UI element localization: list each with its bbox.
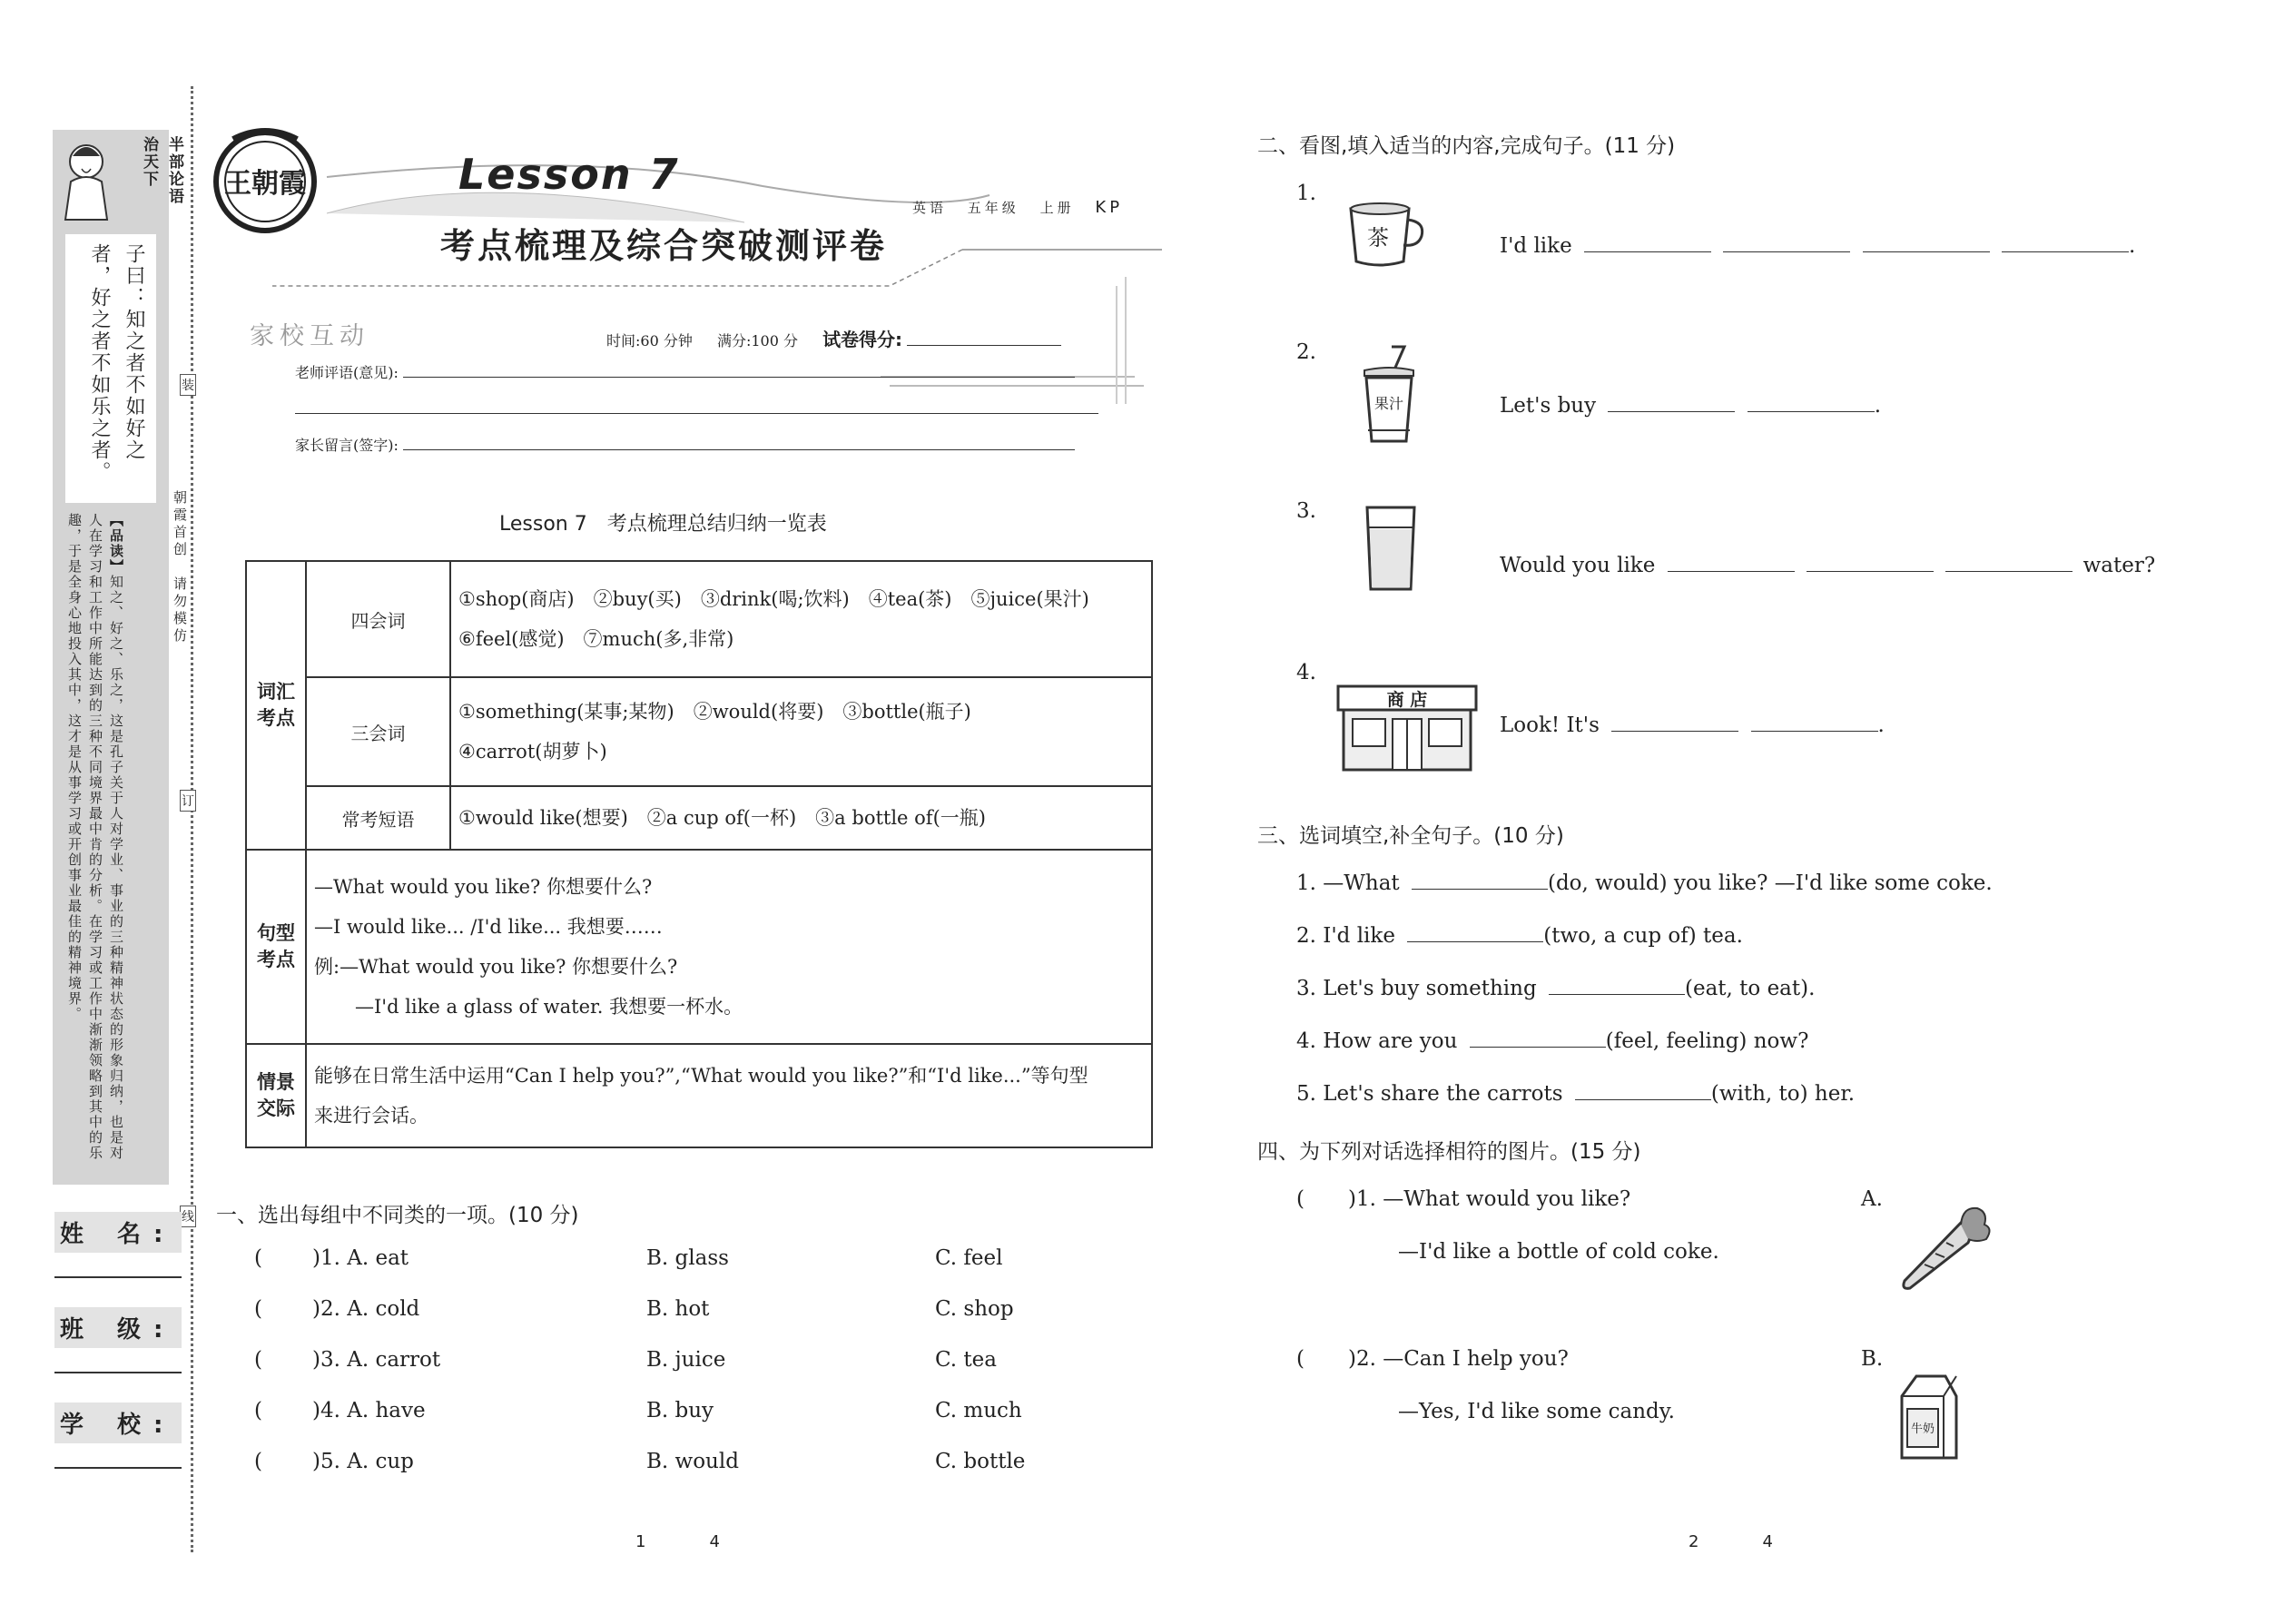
answer-paren[interactable]: ( [254,1348,262,1372]
left-page-current: 1 [635,1532,646,1551]
time-label: 时间:60 分钟 [606,332,693,349]
blank-1[interactable] [1584,251,1711,252]
blank-2[interactable] [1751,731,1878,732]
answer-paren[interactable]: ( [1296,1347,1305,1371]
part2-suffix: . [1874,394,1882,418]
option-c: C. bottle [935,1450,1026,1473]
part2-prefix: Let's buy [1500,394,1597,418]
three-skills-line-2: ④carrot(胡萝卜) [458,741,607,763]
option-a: )2. A. cold [312,1297,420,1321]
binding-mark-2: 订 [180,790,196,812]
option-b: B. juice [646,1348,726,1372]
score-line[interactable] [907,345,1061,346]
part2-item-4 [1500,714,1885,737]
part2-item-2 [1500,394,1881,418]
binding-line [191,86,193,1552]
school-label: 学 校: [54,1403,182,1443]
water-glass-icon [1362,504,1421,598]
sentence-category [246,850,306,1044]
confucius-quote: 子曰：知之者不如好之者，好之者不如乐之者。 [88,243,145,483]
four-skills-label: 四会词 [306,561,450,677]
tea-cup-label: 茶 [1367,225,1389,251]
situation-category [246,1044,306,1147]
part2-num-4: 4. [1296,661,1316,684]
meta-subject: 英语 [912,200,948,216]
part3-blank[interactable] [1470,1047,1606,1048]
blank-3[interactable] [1945,571,2072,572]
part2-num-2: 2. [1296,340,1316,364]
name-line[interactable] [54,1276,182,1278]
part3-stem: 4. How are you [1296,1029,1458,1053]
part3-blank[interactable] [1412,889,1548,890]
part3-item [1296,924,1993,977]
part2-heading: 二、看图,填入适当的内容,完成句子。(11 分) [1257,134,1676,158]
blank-1[interactable] [1611,731,1738,732]
situation-category-label: 情景交际 [257,1070,295,1119]
part2-suffix: water? [2082,554,2156,577]
left-page-total: 4 [709,1532,720,1551]
shop-icon [1334,683,1480,777]
class-field[interactable] [54,1307,182,1373]
blank-4[interactable] [2002,251,2129,252]
school-field[interactable] [54,1403,182,1469]
part3-rest: (with, to) her. [1710,1082,1856,1106]
option-c: C. shop [935,1297,1014,1321]
part4-item-1 [1296,1187,1630,1211]
part2-prefix: Look! It's [1500,714,1600,737]
part2-item-3 [1500,554,2155,577]
three-skills-line-1: ①something(某事;某物) ②would(将要) ③bottle(瓶子) [458,701,971,723]
answer-paren[interactable]: ( [1296,1187,1305,1211]
sentence-line-4: —I'd like a glass of water. 我想要一杯水。 [336,996,743,1018]
lesson-title: Lesson 7 [458,150,680,199]
part3-blank[interactable] [1575,1099,1711,1100]
shop-sign: 商 店 [1386,690,1428,710]
juice-cup-icon [1357,343,1421,451]
part3-blank[interactable] [1549,994,1685,995]
part3-item [1296,1082,1993,1135]
part2-num-1: 1. [1296,182,1316,205]
left-page-number [635,1532,720,1551]
part4-option-a: A. [1861,1187,1883,1211]
part3-blank[interactable] [1407,941,1543,942]
comment-extra-line[interactable] [295,413,1098,414]
option-c: C. tea [935,1348,997,1372]
part3-rest: (eat, to eat). [1685,977,1816,1000]
part3-item [1296,871,1993,924]
part3-stem: 3. Let's buy something [1296,977,1537,1000]
sidebar-motto: 半部论语 治天下 [140,136,183,205]
sage-figure-icon [54,136,118,226]
meta-grade: 五年级 [967,200,1019,216]
part3-rest: (do, would) you like? —I'd like some coke. [1547,871,1993,895]
full-score-label: 满分:100 分 [716,332,798,349]
phrases-line: ①would like(想要) ②a cup of(一杯) ③a bottle of(一瓶) [450,786,1152,850]
three-skills-words [450,677,1152,786]
part2-prefix: I'd like [1500,234,1572,258]
class-label: 班 级: [54,1307,182,1348]
sentence-line-2: —I would like... /I'd like... 我想要…… [314,916,663,938]
right-page-number [1689,1532,1773,1551]
four-skills-words [450,561,1152,677]
teacher-comment-row [295,361,1075,382]
part3-stem: 2. I'd like [1296,924,1395,948]
option-b: B. hot [646,1297,710,1321]
four-skills-line-1: ①shop(商店) ②buy(买) ③drink(喝;饮料) ④tea(茶) ⑤juice(果汁) [458,588,1089,610]
binding-mark-1: 装 [180,374,196,396]
situation-line-1: 能够在日常生活中运用“Can I help you?”,“What would you like?”和“I'd like...”等句型 [314,1065,1088,1087]
class-line[interactable] [54,1372,182,1373]
vocab-category-label: 词汇考点 [257,680,295,729]
part3-rest: (two, a cup of) tea. [1543,924,1743,948]
score-label: 试卷得分: [822,329,903,350]
option-b: B. would [646,1450,739,1473]
sentence-line-3: 例:—What would you like? 你想要什么? [314,956,678,978]
answer-paren[interactable]: ( [254,1399,262,1422]
exam-info [606,325,1061,351]
part4-heading: 四、为下列对话选择相符的图片。(15 分) [1257,1140,1641,1164]
part3-list [1296,871,1993,1135]
option-b: B. glass [646,1246,729,1270]
option-a: )5. A. cup [312,1450,414,1473]
part1-heading: 一、选出每组中不同类的一项。(10 分) [216,1204,579,1227]
teacher-comment-line[interactable] [403,377,1075,378]
situation-line-2: 来进行会话。 [314,1105,428,1127]
part4-item-2 [1296,1347,1569,1371]
part4-question: )1. —What would you like? [1347,1187,1631,1211]
sentence-patterns [306,850,1152,1044]
reading-text: 知之、好之、乐之，这是孔子关于人对学业、事业的三种精神状态的形象归纳，也是对人在学习和工作中所能达到的三种不同境界最中肯的分析。在学习或工作中渐渐领略到其中的乐趣，于是全身心地投入其中，这才是从事学习或开创事业最佳的精神境界。 [66,513,124,1161]
part3-heading: 三、选词填空,补全句子。(10 分) [1257,824,1564,848]
tea-cup-icon [1345,202,1427,273]
book-meta [912,198,1123,217]
option-a: )3. A. carrot [312,1348,441,1372]
right-page-total: 4 [1762,1532,1773,1551]
option-a: )1. A. eat [312,1246,409,1270]
brand-logo [211,127,320,240]
option-b: B. buy [646,1399,714,1422]
meta-volume: 上册 [1039,200,1075,216]
part3-item [1296,977,1993,1029]
blank-3[interactable] [1863,251,1990,252]
family-label: 家校互动 [250,322,369,350]
name-field[interactable] [54,1212,182,1278]
sentence-line-1: —What would you like? 你想要什么? [314,876,653,898]
part4-answer-1: —I'd like a bottle of cold coke. [1398,1240,1719,1264]
blank-2[interactable] [1807,571,1934,572]
part2-suffix: . [1877,714,1885,737]
exam-title: 考点梳理及综合突破测评卷 [440,226,888,266]
parent-message-label: 家长留言(签字): [295,437,399,454]
summary-title: Lesson 7 考点梳理总结归纳一览表 [499,513,827,536]
part2-suffix: . [2128,234,2136,258]
blank-2[interactable] [1748,411,1875,412]
parent-message-line[interactable] [403,449,1075,450]
part2-num-3: 3. [1296,499,1316,523]
option-c: C. much [935,1399,1022,1422]
three-skills-label: 三会词 [306,677,450,786]
situation-text [306,1044,1152,1147]
answer-paren[interactable]: ( [254,1246,262,1270]
carrot-icon [1897,1203,1997,1297]
milk-carton-label: 牛奶 [1910,1422,1935,1436]
part3-stem: 1. —What [1296,871,1400,895]
sentence-category-label: 句型考点 [257,921,295,970]
side-note: 朝霞首创 请勿模仿 [172,490,188,645]
part4-answer-2: —Yes, I'd like some candy. [1398,1400,1675,1423]
meta-edition: KP [1095,198,1124,217]
option-c: C. feel [935,1246,1003,1270]
teacher-comment-label: 老师评语(意见): [295,364,399,381]
part3-stem: 5. Let's share the carrots [1296,1082,1563,1106]
milk-carton-icon [1893,1371,1965,1465]
blank-1[interactable] [1668,571,1795,572]
juice-cup-label: 果汁 [1373,395,1404,412]
parent-message-row [295,434,1075,455]
answer-paren[interactable]: ( [254,1450,262,1473]
part4-question: )2. —Can I help you? [1347,1347,1569,1371]
reading-commentary [64,513,126,1176]
part3-item [1296,1029,1993,1082]
vocab-category [246,561,306,850]
blank-1[interactable] [1608,411,1735,412]
reading-label: 【品读】 [108,513,124,575]
answer-paren[interactable]: ( [254,1297,262,1321]
part4-option-b: B. [1861,1347,1884,1371]
school-line[interactable] [54,1467,182,1469]
four-skills-line-2: ⑥feel(感觉) ⑦much(多,非常) [458,628,734,650]
binding-mark-3: 线 [180,1206,196,1227]
part3-rest: (feel, feeling) now? [1605,1029,1809,1053]
part2-item-1 [1500,234,2135,258]
name-label: 姓 名: [54,1212,182,1253]
phrases-label: 常考短语 [306,786,450,850]
part2-prefix: Would you like [1500,554,1656,577]
brand-logo-text: 王朝霞 [224,168,306,200]
option-a: )4. A. have [312,1399,426,1422]
right-page-current: 2 [1689,1532,1699,1551]
summary-table [245,560,1153,1148]
blank-2[interactable] [1723,251,1850,252]
